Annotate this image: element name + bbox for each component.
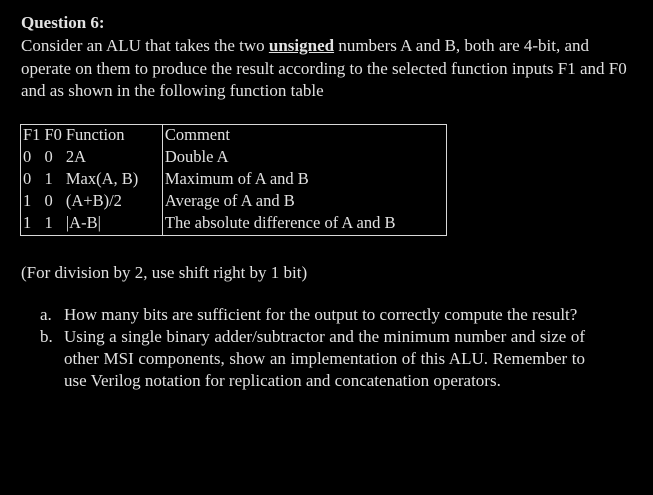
question-intro: [21, 35, 641, 103]
cell-function: (A+B)/2: [64, 191, 163, 213]
list-item: [40, 326, 585, 392]
cell-comment: Average of A and B: [162, 191, 446, 213]
list-item: [40, 304, 585, 326]
part-text: How many bits are sufficient for the output to correctly compute the result?: [64, 305, 578, 324]
intro-text-before: Consider an ALU that takes the two: [21, 36, 269, 55]
cell-f0: 0: [44, 147, 53, 166]
table-row: [21, 213, 447, 236]
cell-f1: 1: [21, 213, 43, 236]
intro-emphasis-unsigned: unsigned: [268, 36, 335, 55]
function-table: [20, 124, 447, 236]
cell-f0: 1: [44, 169, 53, 188]
cell-f1: 0: [21, 147, 43, 169]
question-title: Question 6:: [21, 13, 105, 32]
intro-text-after: numbers A and B, both are 4-bit, and operate on them to produce the result according to the selected function inputs F1 and F0 and as shown in the following function table: [21, 36, 627, 100]
question-parts-list: [40, 304, 585, 392]
table-row: [21, 191, 447, 213]
part-text: Using a single binary adder/subtractor and the minimum number and size of other MSI components, show an implementation of this ALU. Remember to use Verilog notation for replication and concatenation operators.: [64, 327, 585, 390]
cell-f1: 1: [21, 191, 43, 213]
header-comment: Comment: [162, 125, 446, 148]
part-marker: b.: [40, 327, 53, 346]
cell-f1: 0: [21, 169, 43, 191]
part-marker: a.: [40, 305, 52, 324]
cell-f0: 1: [42, 213, 63, 236]
table-row: [21, 169, 447, 191]
header-function: Function: [64, 125, 163, 148]
table-row: [21, 147, 447, 169]
header-f0: F0: [42, 125, 63, 148]
cell-function: 2A: [64, 147, 163, 169]
cell-function: Max(A, B): [64, 169, 163, 191]
function-table-header-row: [21, 125, 447, 148]
cell-function: |A-B|: [64, 213, 163, 236]
header-f1: F1: [21, 125, 43, 148]
division-note: (For division by 2, use shift right by 1 bit): [21, 263, 308, 282]
cell-f0: 0: [44, 191, 53, 210]
cell-comment: Maximum of A and B: [162, 169, 446, 191]
cell-comment: Double A: [162, 147, 446, 169]
cell-comment: The absolute difference of A and B: [162, 213, 446, 236]
